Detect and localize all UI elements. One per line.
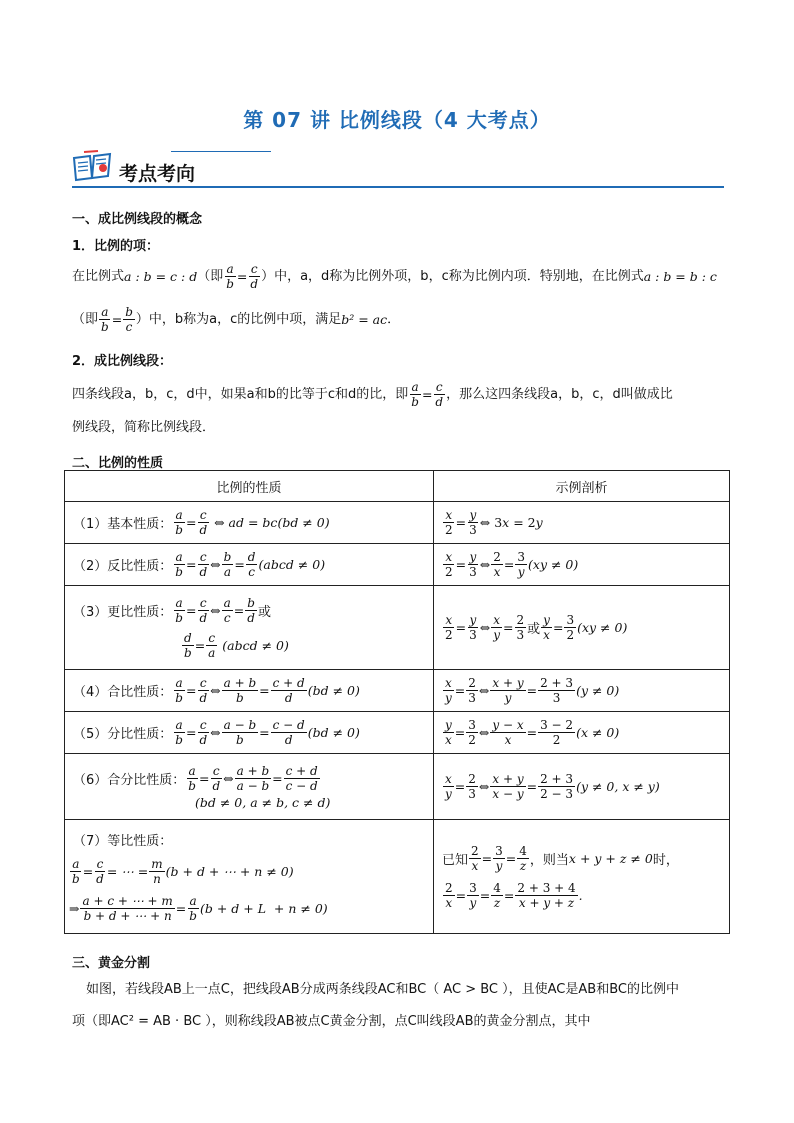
- table-header-property: 比例的性质: [65, 471, 434, 502]
- paragraph-golden-2: 项（即AC² = AB · BC ），则称线段AB被点C黄金分割，点C叫线段AB的黄金分割点，其中: [72, 1014, 591, 1029]
- fraction: $\frac{a}{b}$: [226, 262, 234, 291]
- page-title: 第 07 讲 比例线段（4 大考点）: [243, 108, 551, 132]
- table-row: （6）合分比性质： $\frac{a}{b}$ = $\frac{c}{d}$ ⇔ $\frac{a + b}{a - b}$ = $\frac{c + d}{c - d}$ (bd ≠ 0, a ≠ b, c ≠ d) $\frac{x}{y}$ = $\frac{2}{3}$ ⇔ $\frac{x + y}{x - y}$ = $\frac{2 + 3}{2 - 3}$ (y ≠ 0, x ≠ y): [65, 754, 730, 820]
- subheading-terms: 1．比例的项：: [72, 239, 160, 254]
- book-icon: [72, 150, 112, 184]
- table-header-row: [65, 471, 730, 502]
- table-row: （7）等比性质： $\frac{a}{b}$ = $\frac{c}{d}$ = ⋯ = $\frac{m}{n}$ (b + d + ⋯ + n ≠ 0) ⇒ $\frac{a + c + \cdots + m}{b + d + \cdots + n}$ = $\frac{a}{b}$ (b + d + L + n ≠ 0) 已知 $\frac{2}{x}$ = $\frac{3}{y}$ = $\frac{4}{z}$ ，则当 x + y + z ≠ 0 时， $\frac{2}{x}$ = $\frac{3}{y}$ = $\frac{4}{z}$ = $\frac{2 + 3 + 4}{x + y + z}$ .: [65, 820, 730, 934]
- table-row: （5）分比性质： $\frac{a}{b}$ = $\frac{c}{d}$ ⇔ $\frac{a - b}{b}$ = $\frac{c - d}{d}$ (bd ≠ 0) $\frac{y}{x}$ = $\frac{3}{2}$ ⇔ $\frac{y - x}{x}$ = $\frac{3 - 2}{2}$ (x ≠ 0): [65, 712, 730, 754]
- paragraph-golden-1: 如图，若线段AB上一点C，把线段AB分成两条线段AC和BC（ AC > BC ），且使AC是AB和BC的比例中: [86, 982, 679, 997]
- table-row: （3）更比性质： $\frac{a}{b}$ = $\frac{c}{d}$ ⇔ $\frac{a}{c}$ = $\frac{b}{d}$ 或 $\frac{d}{b}$ = $\frac{c}{a}$ (abcd ≠ 0) $\frac{x}{2}$ = $\frac{y}{3}$ ⇔ $\frac{x}{y}$ = $\frac{2}{3}$ 或 $\frac{y}{x}$ = $\frac{3}{2}$ (xy ≠ 0): [65, 586, 730, 670]
- heading-golden-section: 三、黄金分割: [72, 956, 151, 971]
- properties-table: [64, 470, 730, 934]
- table-row: （2）反比性质： $\frac{a}{b}$ = $\frac{c}{d}$ ⇔ $\frac{b}{a}$ = $\frac{d}{c}$ (abcd ≠ 0) $\frac{x}{2}$ = $\frac{y}{3}$ ⇔ $\frac{2}{x}$ = $\frac{3}{y}$ (xy ≠ 0): [65, 544, 730, 586]
- table-row: （4）合比性质： $\frac{a}{b}$ = $\frac{c}{d}$ ⇔ $\frac{a + b}{b}$ = $\frac{c + d}{d}$ (bd ≠ 0) $\frac{x}{y}$ = $\frac{2}{3}$ ⇔ $\frac{x + y}{y}$ = $\frac{2 + 3}{3}$ (y ≠ 0): [65, 670, 730, 712]
- paragraph-terms-2: （即 $\frac{a}{b}$ = $\frac{b}{c}$ ）中，b称为a，c的比例中项，满足 b² = ac ．: [72, 305, 401, 334]
- table-header-example: 示例剖析: [434, 471, 730, 502]
- paragraph-segments-1: 四条线段a，b，c，d中，如果a和b的比等于c和d的比，即 $\frac{a}{b}$ = $\frac{c}{d}$ ，那么这四条线段a，b，c，d叫做成比: [72, 380, 673, 409]
- paragraph-terms-1: 在比例式 a : b = c : d （即 $\frac{a}{b}$ = $\frac{c}{d}$ ）中，a，d称为比例外项，b，c称为比例内项．特别地，在比例式 a : b = b : c: [72, 262, 717, 291]
- section-header-label: 考点考向: [119, 163, 196, 185]
- paragraph-segments-2: 例线段，简称比例线段．: [72, 420, 216, 435]
- section-header: [72, 150, 724, 190]
- heading-properties: 二、比例的性质: [72, 456, 164, 471]
- table-row: （1）基本性质： $\frac{a}{b}$ = $\frac{c}{d}$ ⇔ ad = bc(bd ≠ 0) $\frac{x}{2}$ = $\frac{y}{3}$ ⇔ 3x = 2y: [65, 502, 730, 544]
- heading-concept: 一、成比例线段的概念: [72, 212, 203, 227]
- subheading-proportional-segments: 2．成比例线段：: [72, 354, 173, 369]
